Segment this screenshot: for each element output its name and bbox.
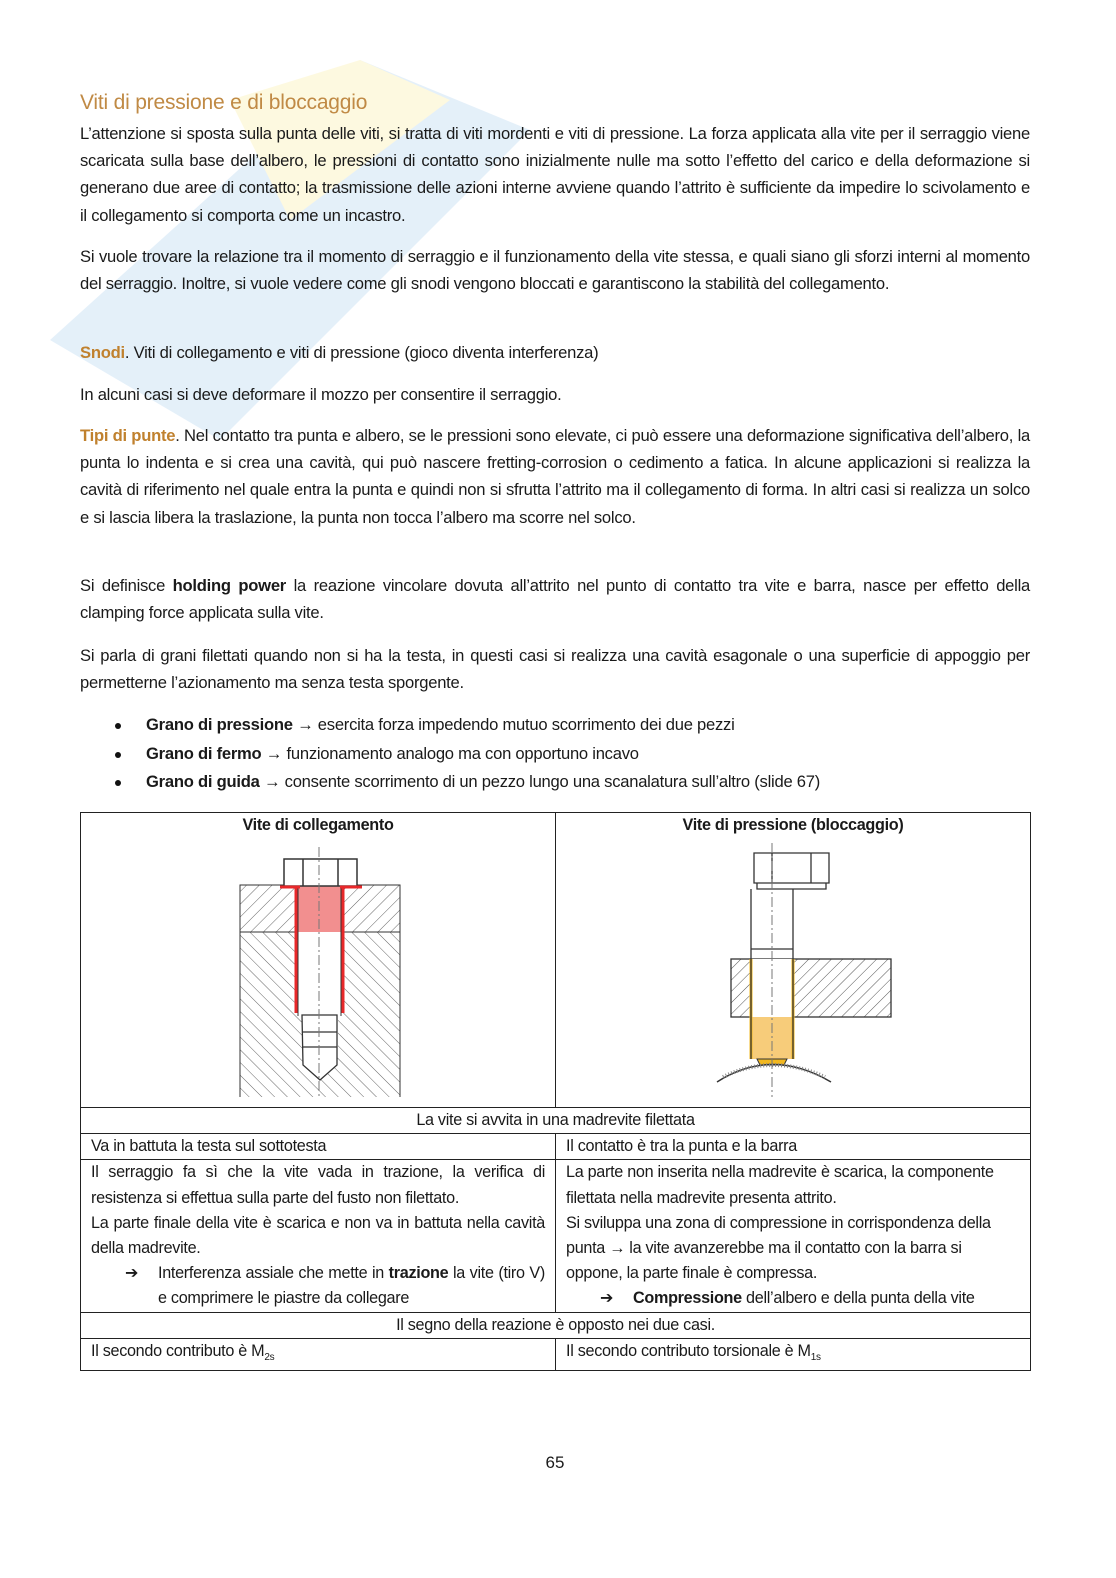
subscript: 2s (264, 1352, 275, 1364)
cell-right-detail (556, 1160, 1031, 1312)
comparison-table (80, 812, 1031, 1371)
cell-left-detail (81, 1160, 556, 1312)
cell-left (81, 1338, 556, 1370)
table-row (81, 1134, 1031, 1160)
subscript: 1s (810, 1352, 821, 1364)
arrow-post: dell’albero e della punta della vite (741, 1289, 975, 1308)
detail-text: Il serraggio fa sì che la vite vada in trazione, la verifica di resistenza si effettua sulla parte del fusto non filettato. (91, 1163, 545, 1207)
arrow-item (566, 1286, 1020, 1311)
paragraph-relation: Si vuole trovare la relazione tra il momento di serraggio e il funzionamento della vite stessa, e quali siano gli sforzi interni al momento del serraggio. Inoltre, si vuole vedere come gli snodi vengono bloccati e garantiscono la stabilità del collegamento. (80, 247, 1030, 294)
hp-bold: holding power (172, 576, 287, 595)
col2-header: Vite di pressione (bloccaggio) (682, 816, 904, 834)
arrow-pre: Interferenza assiale che mette in (158, 1264, 389, 1283)
arrow-bold: trazione (388, 1264, 449, 1283)
paragraph-tipi-punte (80, 422, 1030, 531)
hp-text: la reazione vincolare dovuta all’attrito nel punto di contatto tra vite e barra, nasce per effetto della clamping force applicata sulla vite. (80, 576, 1030, 623)
table-row (81, 813, 1031, 1108)
list-item (80, 711, 820, 740)
col1-header: Vite di collegamento (242, 816, 394, 834)
list-item (80, 740, 820, 769)
arrow-bold: Compressione (633, 1289, 742, 1308)
item-term: Grano di guida (146, 772, 260, 791)
table-row (81, 1160, 1031, 1312)
cell-left: Va in battuta la testa sul sottotesta (81, 1134, 556, 1160)
item-term: Grano di fermo (146, 743, 262, 763)
section-heading: Viti di pressione e di bloccaggio (80, 91, 368, 114)
common-row: La vite si avvita in una madrevite filettata (81, 1108, 1031, 1134)
col1-cell (81, 813, 556, 1108)
snodi-label: Snodi (80, 343, 125, 362)
snodi-text: . Viti di collegamento e viti di pressione (gioco diventa interferenza) (124, 343, 599, 362)
paragraph-holding-power (80, 572, 1030, 626)
item-term: Grano di pressione (146, 715, 293, 734)
arrow-post: la vite (tiro V) e comprimere le piastre da collegare (158, 1264, 545, 1308)
table-row (81, 1312, 1031, 1338)
table-row (81, 1338, 1031, 1370)
detail-text: La parte non inserita nella madrevite è scarica, la componente filettata nella madrevite presenta attrito. (566, 1163, 994, 1207)
set-screw-figure (693, 837, 893, 1097)
col2-cell (556, 813, 1031, 1108)
tipi-punte-label: Tipi di punte (80, 426, 176, 445)
paragraph-mozzo: In alcuni casi si deve deformare il mozzo per consentire il serraggio. (80, 385, 562, 404)
detail-text: La parte finale della vite è scarica e non va in battuta nella cavità della madrevite. (91, 1213, 545, 1258)
arrow-item (91, 1261, 545, 1311)
arrow-icon: ➔ (600, 1289, 614, 1308)
cell-text: Il secondo contributo è M (91, 1341, 265, 1360)
table-row (81, 1108, 1031, 1134)
sign-row: Il segno della reazione è opposto nei due casi. (81, 1312, 1031, 1338)
paragraph-grani: Si parla di grani filettati quando non si ha la testa, in questi casi si realizza una cavità esagonale o una superficie di appoggio per permetterne l’azionamento ma senza testa sporgente. (80, 646, 1030, 693)
item-text: → consente scorrimento di un pezzo lungo una scanalatura sull’altro (slide 67) (259, 772, 821, 791)
tipi-punte-text: . Nel contatto tra punta e albero, se le pressioni sono elevate, ci può essere una deformazione significativa dell’albero, la punta lo indenta e si crea una cavità, qui può nascere fretting-corrosion o cedimento a fatica. In alcune applicazioni si realizza la cavità di riferimento nel quale entra la punta e quindi non si sfrutta l’attrito ma il collegamento di forma. In altri casi si realizza un solco e si lascia libera la traslazione, la punta non tocca l’albero ma scorre nel solco. (80, 426, 1030, 527)
paragraph-intro: L’attenzione si sposta sulla punta delle viti, si tratta di viti mordenti e viti di pressione. La forza applicata alla vite per il serraggio viene scaricata sulla base dell’albero, le pressioni di contatto sono inizialmente nulle ma sotto l’effetto del carico e della deformazione si generano due aree di contatto; la trasmissione delle azioni interne avviene quando l’attrito è sufficiente da impedire lo scivolamento e il collegamento si comporta come un incastro. (80, 124, 1030, 225)
list-item (80, 768, 820, 797)
hp-pre: Si definisce (80, 576, 173, 595)
item-text: → funzionamento analogo ma con opportuno incavo (261, 743, 639, 763)
detail-text: Si sviluppa una zona di compressione in corrispondenza della punta → la vite avanzerebbe ma il contatto con la barra si oppone, la parte finale è compressa. (566, 1213, 991, 1283)
cell-right: Il contatto è tra la punta e la barra (556, 1134, 1031, 1160)
item-text: → esercita forza impedendo mutuo scorrimento dei due pezzi (292, 715, 735, 734)
grani-list (80, 711, 820, 797)
paragraph-snodi (80, 339, 1030, 366)
cell-text: Il secondo contributo torsionale è M (566, 1341, 811, 1360)
cell-right (556, 1338, 1031, 1370)
arrow-icon: ➔ (125, 1264, 139, 1283)
bolt-connection-figure (218, 837, 418, 1097)
page-number: 65 (545, 1453, 565, 1472)
